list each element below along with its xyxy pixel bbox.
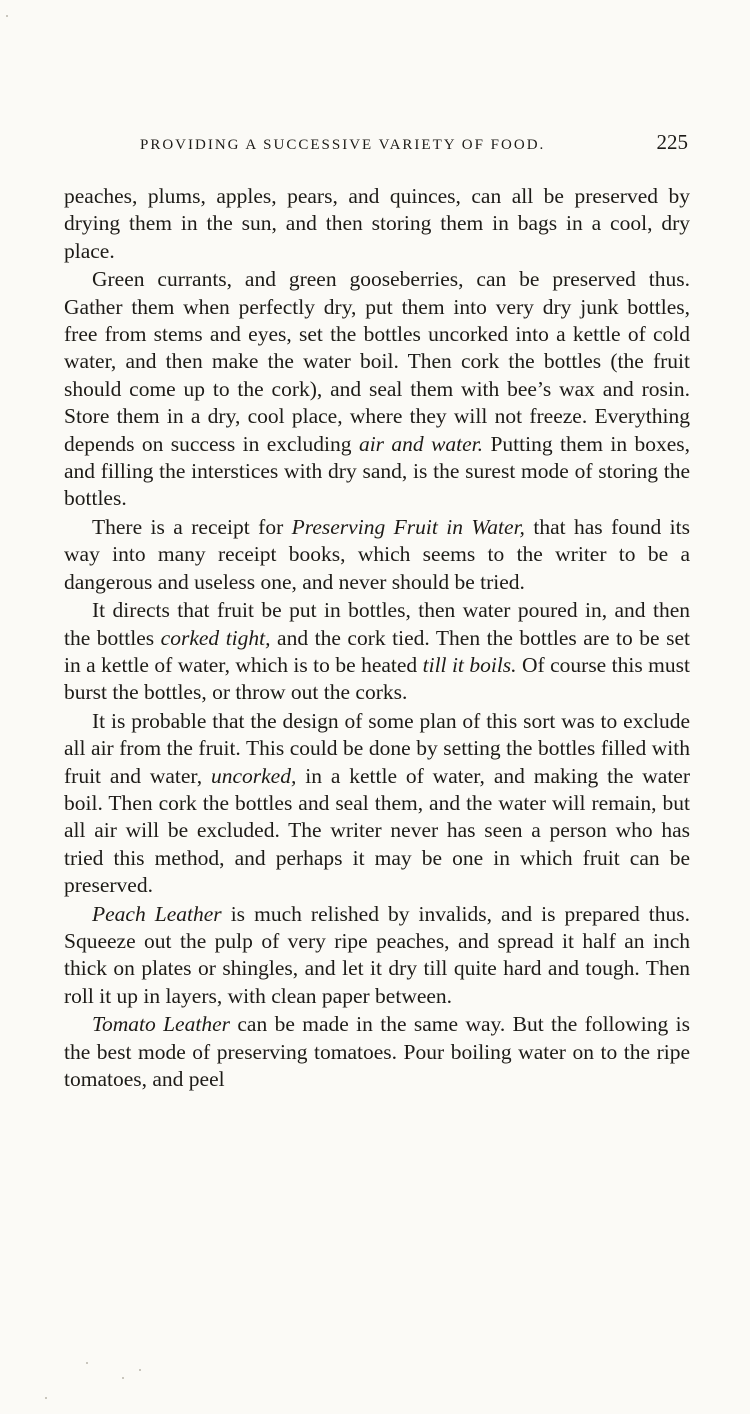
text-run: Of course this must burst the bottles, or throw out the corks. <box>64 652 690 705</box>
paper-speck <box>139 1369 141 1371</box>
page-number: 225 <box>656 130 688 154</box>
text-run: It directs that fruit be put in bottles, then water poured in, and then the bottles <box>64 598 690 650</box>
running-head: PROVIDING A SUCCESSIVE VARIETY OF FOOD. <box>140 137 546 153</box>
paragraph-drying-fruit: peaches, plums, apples, pears, and quinces, can all be preserved by drying them in the sun, and then storing them in bags in a cool, dry place. <box>64 184 690 263</box>
text-run: that has found its way into many receipt books, which seems to the writer to be a dangerous and useless one, and never should be tried. <box>64 514 690 594</box>
text-run: and the cork tied. Then the bottles are to be set in a kettle of water, which is to be heated <box>64 625 690 677</box>
italic-phrase: corked tight, <box>160 625 271 650</box>
paragraph-receipt-directions <box>64 597 690 707</box>
paper-speck <box>86 1362 88 1364</box>
italic-phrase: uncorked, <box>210 763 297 788</box>
paragraph-green-currants <box>64 266 690 513</box>
italic-phrase: till it boils. <box>422 652 517 677</box>
paragraph-peach-leather <box>64 901 690 1011</box>
italic-phrase: Peach Leather <box>92 901 222 926</box>
body-text <box>64 183 690 1093</box>
italic-phrase: Tomato Leather <box>92 1012 230 1037</box>
paper-speck <box>6 15 8 17</box>
paragraph-exclude-air <box>64 708 690 900</box>
text-run: in a kettle of water, and making the water boil. Then cork the bottles and seal them, and the water will remain, but all air will be excluded. The writer never has seen a person who has tried this method, and perhaps it may be one in which fruit can be preserved. <box>64 763 690 898</box>
text-run: Putting them in boxes, and filling the interstices with dry sand, is the surest mode of storing the bottles. <box>64 431 691 511</box>
paragraph-receipt-warning <box>64 514 690 596</box>
text-run: Green currants, and green gooseberries, can be preserved thus. Gather them when perfectly dry, put them into very dry junk bottles, free from stems and eyes, set the bottles uncorked into a kettle of cold water, and then make the water boil. Then cork the bottles (the fruit should come up to the cork), and seal them with bee’s wax and rosin. Store them in a dry, cool place, where they will not freeze. Everything depends on success in excluding <box>64 267 690 456</box>
text-run: There is a receipt for <box>92 514 292 539</box>
text-run: It is probable that the design of some plan of this sort was to exclude all air from the fruit. This could be done by setting the bottles filled with fruit and water, <box>64 708 690 788</box>
text-run: is much relished by invalids, and is prepared thus. Squeeze out the pulp of very ripe peaches, and spread it half an inch thick on plates or shingles, and let it dry till quite hard and tough. Then roll it up in layers, with clean paper between. <box>64 901 690 1008</box>
page-header <box>140 130 688 155</box>
text-run: can be made in the same way. But the following is the best mode of preserving tomatoes. Pour boiling water on to the ripe tomatoes, and peel <box>64 1012 690 1091</box>
italic-phrase: Preserving Fruit in Water, <box>291 514 525 539</box>
italic-phrase: air and water. <box>358 431 484 456</box>
paper-speck <box>45 1397 47 1399</box>
paper-speck <box>122 1377 124 1379</box>
paragraph-tomato-leather <box>64 1011 690 1093</box>
